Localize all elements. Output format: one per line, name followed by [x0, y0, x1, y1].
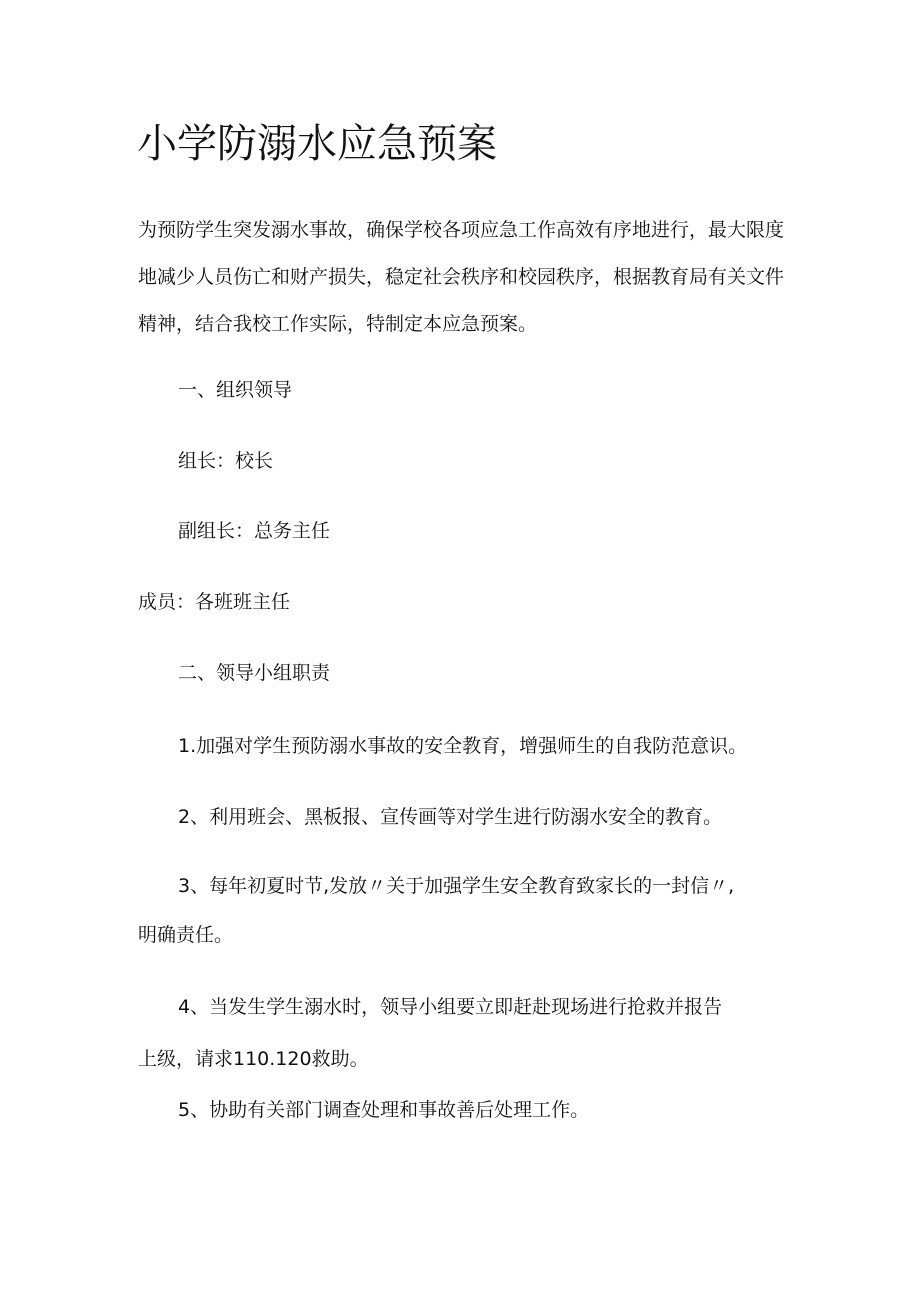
- section-1-heading: 一、组织领导: [178, 379, 293, 401]
- duty-4-line-2: 上级，请求110.120救助。: [138, 1048, 369, 1070]
- document-title: 小学防溺水应急预案: [137, 121, 497, 167]
- members-line: 成员：各班班主任: [138, 591, 291, 613]
- duty-4-line-1: 4、当发生学生溺水时，领导小组要立即赶赴现场进行抢救并报告: [178, 996, 723, 1018]
- duty-3-line-2: 明确责任。: [138, 924, 234, 946]
- duty-2: 2、利用班会、黑板报、宣传画等对学生进行防溺水安全的教育。: [178, 806, 723, 828]
- leader-line: 组长：校长: [178, 450, 274, 472]
- deputy-leader-line: 副组长：总务主任: [178, 520, 331, 542]
- section-2-heading: 二、领导小组职责: [178, 662, 331, 684]
- duty-3-line-1: 3、每年初夏时节,发放〃关于加强学生安全教育致家长的一封信〃,: [178, 875, 735, 897]
- intro-paragraph: 为预防学生突发溺水事故，确保学校各项应急工作高效有序地进行，最大限度地减少人员伤亡和财产损失，稳定社会秩序和校园秩序，根据教育局有关文件精神，结合我校工作实际，特制定本应急预案。: [138, 219, 785, 335]
- duty-5: 5、协助有关部门调查处理和事故善后处理工作。: [178, 1099, 590, 1121]
- duty-1: 1.加强对学生预防溺水事故的安全教育，增强师生的自我防范意识。: [178, 735, 748, 757]
